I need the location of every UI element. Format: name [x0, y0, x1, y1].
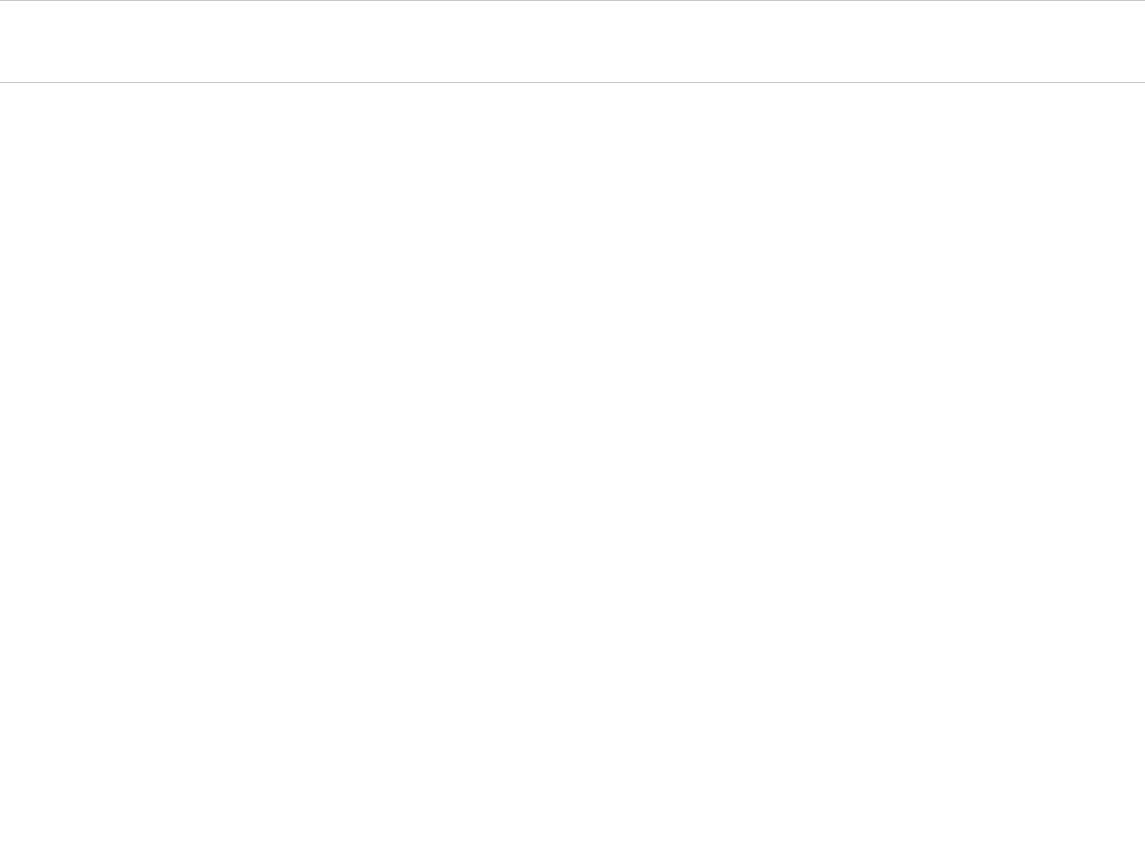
- spacer: [112, 92, 242, 114]
- header-bottom-rule: [0, 82, 1145, 83]
- table-top-rule: [0, 0, 1145, 1]
- spacer: [655, 92, 795, 114]
- taxon-cell-col3: [389, 92, 517, 114]
- taxon-cell-col1: [112, 92, 242, 114]
- taxon-cell-col5: [655, 92, 795, 114]
- taxon-cell-col6: [804, 92, 976, 114]
- spacer: [804, 92, 976, 114]
- spacer: [389, 92, 517, 114]
